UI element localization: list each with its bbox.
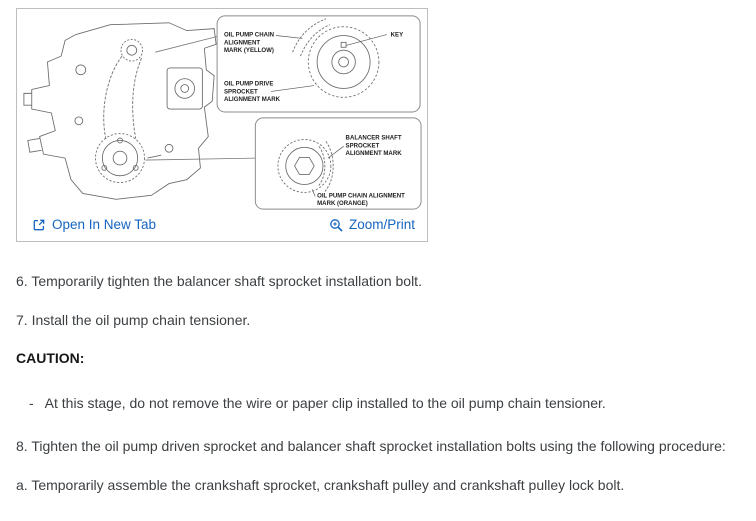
caution-label: CAUTION: — [16, 350, 85, 366]
engine-diagram — [18, 11, 426, 214]
engine-line-art — [24, 23, 216, 200]
label-key: KEY — [390, 31, 404, 39]
open-in-new-tab-link[interactable] — [32, 217, 156, 232]
label-balancer-shaft-sprocket: BALANCER SHAFT SPROCKET ALIGNMENT MARK — [345, 134, 402, 158]
open-in-new-tab-label: Open In New Tab — [52, 217, 157, 232]
zoom-print-link[interactable] — [329, 217, 415, 232]
figure-viewer — [16, 8, 428, 242]
caution-dash: - — [29, 394, 34, 411]
caution-text: At this stage, do not remove the wire or paper clip installed to the oil pump chain tensioner. — [44, 394, 606, 411]
step-8a: a. Temporarily assemble the crankshaft sprocket, crankshaft pulley and crankshaft pulley lock bolt. — [16, 476, 625, 493]
zoom-print-label: Zoom/Print — [348, 217, 415, 232]
label-oil-pump-chain-yellow: OIL PUMP CHAIN ALIGNMENT MARK (YELLOW) — [223, 31, 275, 55]
zoom-icon — [329, 218, 343, 232]
open-in-new-icon — [32, 218, 46, 232]
figure-viewer-toolbar — [17, 214, 427, 241]
step-7: 7. Install the oil pump chain tensioner. — [16, 311, 251, 328]
callout-oil-pump-drive-sprocket — [217, 16, 420, 112]
label-oil-pump-drive-sprocket: OIL PUMP DRIVE SPROCKET ALIGNMENT MARK — [223, 80, 281, 104]
step-6: 6. Temporarily tighten the balancer shaft sprocket installation bolt. — [16, 273, 422, 289]
figure-image[interactable] — [17, 9, 427, 214]
callout-balancer-shaft-sprocket — [255, 118, 421, 209]
procedure-content — [16, 273, 740, 494]
caution-item — [16, 395, 740, 413]
label-oil-pump-chain-orange: OIL PUMP CHAIN ALIGNMENT MARK (ORANGE) — [317, 192, 405, 208]
step-8: 8. Tighten the oil pump driven sprocket and balancer shaft sprocket installation bolts using the following procedure: — [16, 438, 726, 454]
